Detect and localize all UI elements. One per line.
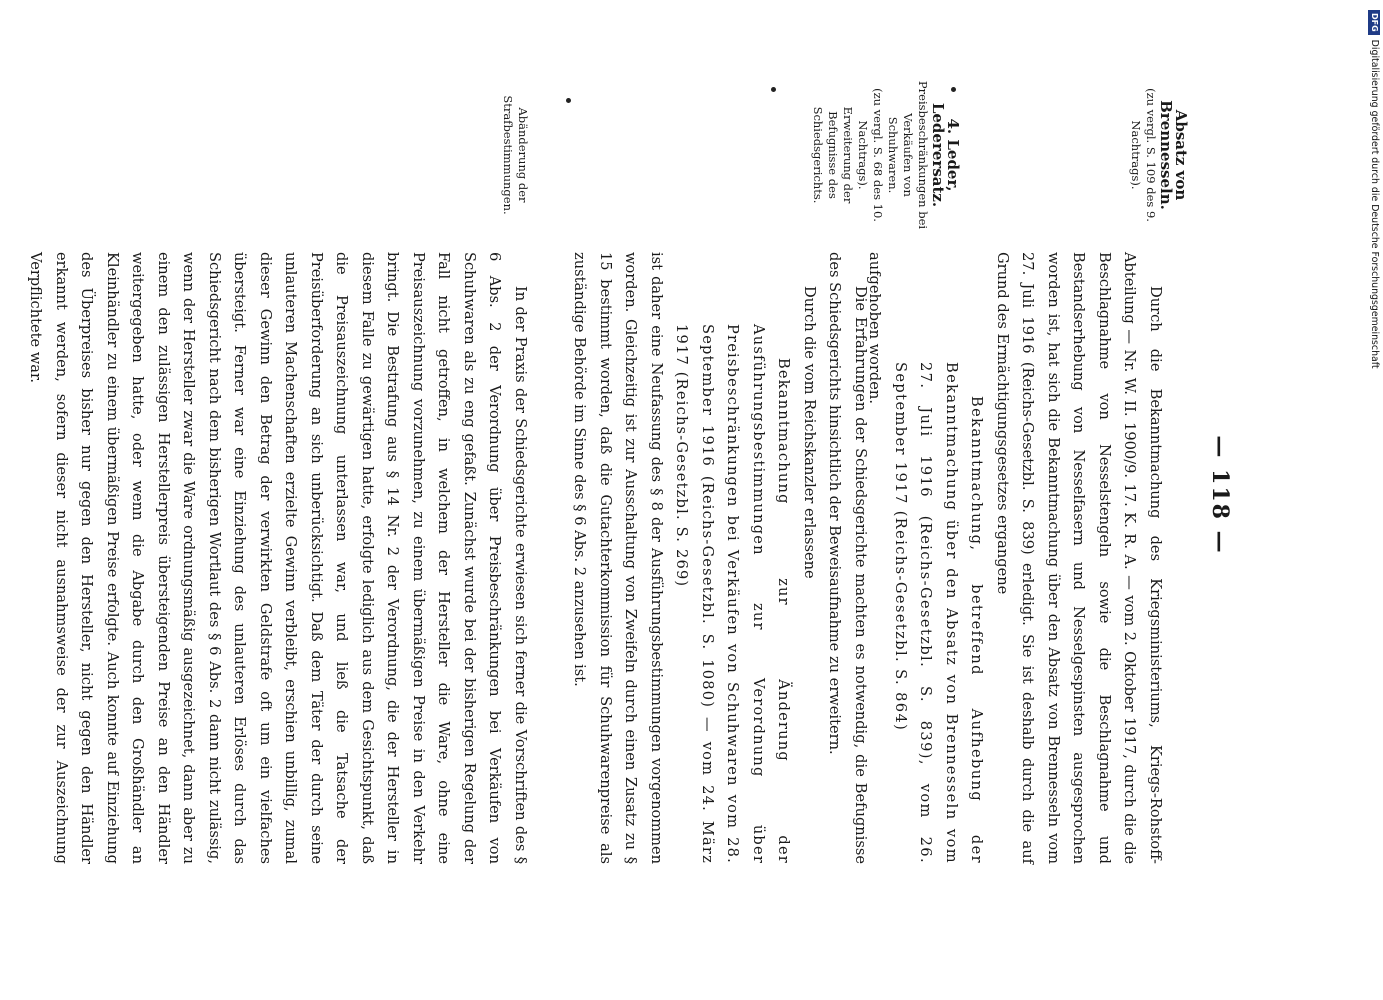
dfg-logo-badge: DFG bbox=[1368, 10, 1380, 35]
paragraph: Durch die Bekanntmachung des Kriegsministeriums, Kriegs-Rohstoff-Abteilung — Nr. W. II. 1900/9. 17. K. R. A. — vom 2. Oktober 1917, durch die die Beschlagnahme von Nesselstengeln sowie die Beschlagnahme und Bestandserhebung von Nesselfasern und Nesselgespinsten ausgesprochen worden ist, hat sich die Bekanntmachung über den Absatz von Brennesseln vom 27. Juli 1916 (Reichs-Gesetzbl. S. 839) erledigt. Sie ist deshalb durch die auf Grund des Ermächtigungsgesetzes ergangene bbox=[994, 252, 1164, 864]
credit-text: Digitalisierung gefördert durch die Deutsche Forschungsgemeinschaft bbox=[1369, 39, 1380, 369]
bullet-mark bbox=[771, 87, 776, 92]
section-brennesseln-body bbox=[862, 252, 1168, 864]
paragraph: ist daher eine Neufassung des § 8 der Ausführungsbestimmungen vorgenommen worden. Gleichzeitig ist zur Ausschaltung von Zweifeln durch einen Zusatz zu § 15 bestimmt worden, daß die Gutachterkommission für Schuhwarenpreise als zuständige Behörde im Sinne des § 6 Abs. 2 anzusehen ist. bbox=[571, 252, 665, 864]
margin-note-strafbestimmungen bbox=[500, 80, 530, 230]
margin-note-extension: Erweiterung der Befugnisse des Schiedsgerichts. bbox=[811, 106, 855, 204]
margin-note-brennesseln bbox=[1128, 80, 1188, 230]
section-strafbestimmungen-body bbox=[23, 252, 533, 864]
margin-note-reference: (zu vergl. S. 68 des 10. Nachtrags). bbox=[856, 88, 885, 222]
bullet-mark bbox=[951, 87, 956, 92]
margin-note-title: 4. Leder, Lederersatz. bbox=[929, 102, 962, 208]
paragraph: Durch die vom Reichskanzler erlassene bbox=[801, 286, 818, 579]
section-leder-body bbox=[567, 252, 873, 864]
cited-announcement: Bekanntmachung zur Änderung der Ausführungsbestimmungen zur Verordnung über Preisbeschränkungen bei Verkäufen von Schuhwaren vom 28. September 1916 (Reichs-Gesetzbl. S. 1080) — vom 24. März 1917 (Reichs-Gesetzbl. S. 269) bbox=[673, 324, 793, 864]
margin-note-leder bbox=[810, 80, 960, 230]
paragraph: aufgehoben worden. bbox=[866, 252, 884, 404]
margin-note-subtitle: Preisbeschränkungen bei Verkäufen von Schuhwaren. bbox=[886, 80, 930, 230]
cited-announcement: Bekanntmachung, betreffend Aufhebung der Bekanntmachung über den Absatz von Brennesseln vom 27. Juli 1916 (Reichs-Gesetzbl. S. 839), vom 26. September 1917 (Reichs-Gesetzbl. S. 864) bbox=[892, 362, 986, 864]
margin-note-reference: (zu vergl. S. 109 des 9. Nachtrags). bbox=[1129, 88, 1158, 222]
margin-note-title: Absatz von Brennesseln. bbox=[1157, 100, 1190, 210]
page-number-header: — 118 — bbox=[1207, 435, 1233, 555]
paragraph: Die Erfahrungen der Schiedsgerichte machten es notwendig, die Befugnisse des Schiedsgerichts hinsichtlich der Beweisaufnahme zu erweitern. bbox=[826, 252, 869, 864]
margin-note-title: Abänderung der Strafbestimmungen. bbox=[501, 95, 530, 215]
paragraph: In der Praxis der Schiedsgerichte erwiesen sich ferner die Vorschriften des § 6 Abs. 2 der Verordnung über Preisbeschränkungen bei Verkäufen von Schuhwaren als zu eng gefaßt. Zunächst wurde bei der bisherigen Regelung der Fall nicht getroffen, in welchem der Hersteller die Ware, ohne eine Preisauszeichnung vorzunehmen, zu einem übermäßigen Preise in den Verkehr bringt. Die Bestrafung aus § 14 Nr. 2 der Verordnung, die der Hersteller in diesem Falle zu gewärtigen hatte, erfolgte lediglich aus dem Gesichtspunkt, daß die Preisauszeichnung unterlassen war, und ließ die Tatsache der Preisüberforderung an sich unberücksichtigt. Daß dem Täter der durch seine unlauteren Machenschaften erzielte Gewinn verbleibt, erschien unbillig, zumal dieser Gewinn den Betrag der verwirkten Geldstrafe oft um ein vielfaches übersteigt. Ferner war eine Einziehung des unlauteren Erlöses durch das Schiedsgericht nach dem bisherigen Wortlaut des § 6 Abs. 2 dann nicht zulässig, wenn der Hersteller zwar die Ware ordnungsmäßig ausgezeichnet, dann aber zu einem den zulässigen Herstellerpreis übersteigenden Preise an den Händler weitergegeben hatte, oder wenn die Abgabe durch den Großhändler an Kleinhändler zu einem übermäßigen Preise erfolgte. Auch konnte auf Einziehung des Überpreises bisher nur gegen den Hersteller, nicht gegen den Händler erkannt werden, sofern dieser nicht ausnahmsweise der zur Auszeichnung Verpflichtete war. bbox=[27, 252, 529, 864]
bullet-mark bbox=[566, 98, 571, 103]
scanned-page bbox=[8, 0, 1338, 990]
digitization-credit bbox=[1366, 10, 1382, 990]
